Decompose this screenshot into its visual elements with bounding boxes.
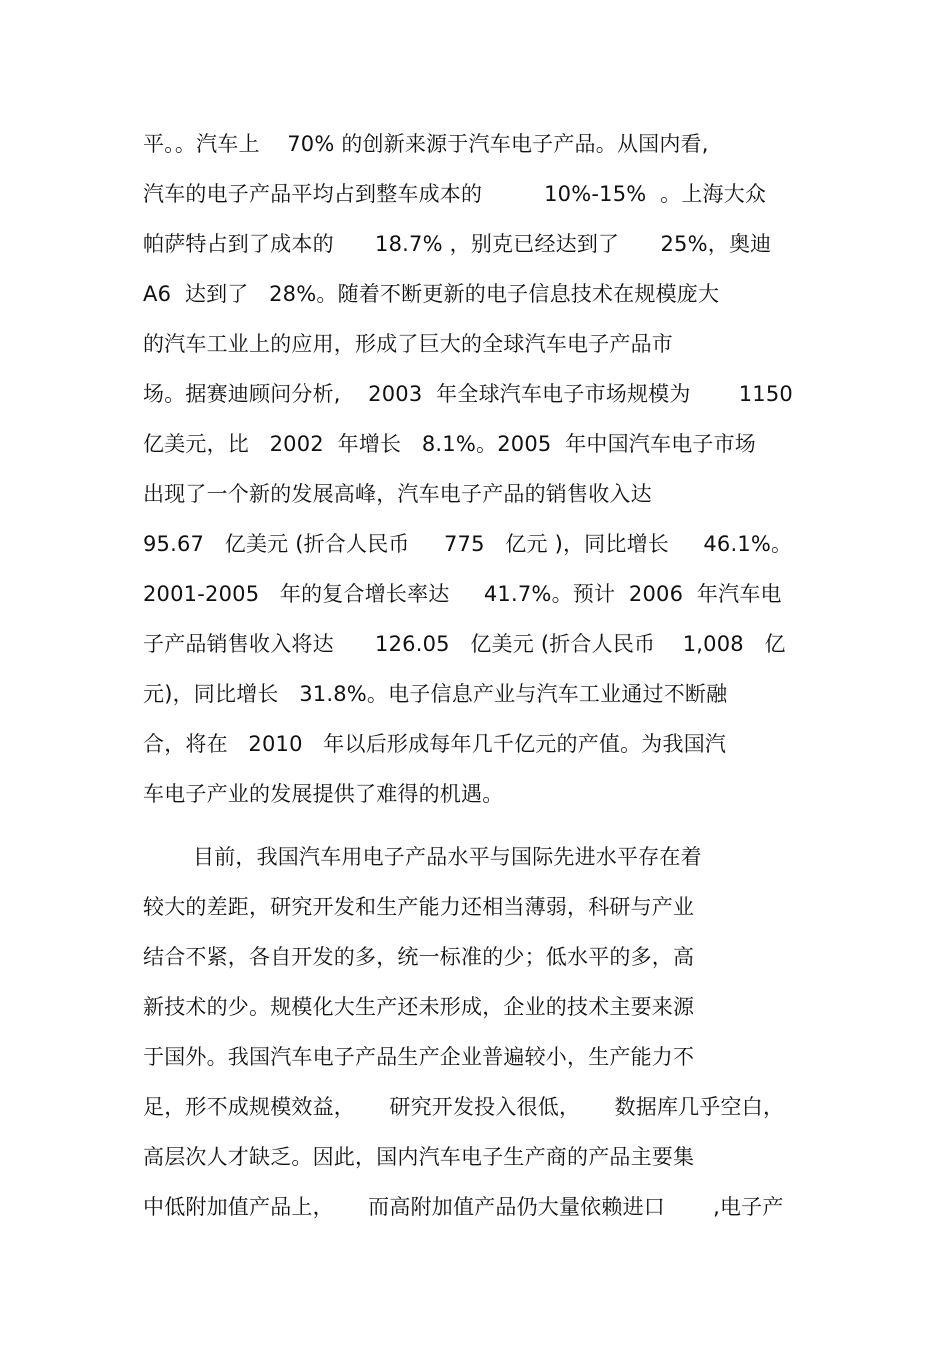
text-line: 高层次人才缺乏。因此，国内汽车电子生产商的产品主要集	[143, 1145, 695, 1169]
text-line: 出现了一个新的发展高峰，汽车电子产品的销售收入达	[143, 482, 652, 506]
text-line: 的汽车工业上的应用，形成了巨大的全球汽车电子产品市	[143, 332, 673, 356]
text-line: 95.67 亿美元 (折合人民币 775 亿元 )，同比增长 46.1%。	[143, 532, 793, 556]
text-line: 元)，同比增长 31.8%。电子信息产业与汽车工业通过不断融	[143, 682, 728, 706]
text-line: A6 达到了 28%。随着不断更新的电子信息技术在规模庞大	[143, 282, 720, 306]
text-line: 车电子产业的发展提供了难得的机遇。	[143, 782, 504, 806]
text-line: 结合不紧，各自开发的多，统一标准的少；低水平的多，高	[143, 945, 695, 969]
text-line: 2001-2005 年的复合增长率达 41.7%。预计 2006 年汽车电	[143, 582, 782, 606]
text-line: 合，将在 2010 年以后形成每年几千亿元的产值。为我国汽	[143, 732, 727, 756]
text-line: 场。据赛迪顾问分析, 2003 年全球汽车电子市场规模为 1150	[143, 382, 793, 406]
text-line: 足，形不成规模效益， 研究开发投入很低， 数据库几乎空白，	[143, 1095, 785, 1119]
text-line: 于国外。我国汽车电子产品生产企业普遍较小，生产能力不	[143, 1045, 695, 1069]
text-line: 平。。汽车上 70% 的创新来源于汽车电子产品。从国内看,	[143, 132, 709, 156]
text-line: 亿美元，比 2002 年增长 8.1%。2005 年中国汽车电子市场	[143, 432, 756, 456]
text-line: 较大的差距，研究开发和生产能力还相当薄弱，科研与产业	[143, 895, 695, 919]
text-line: 中低附加值产品上， 而高附加值产品仍大量依赖进口 ,电子产	[143, 1195, 784, 1219]
text-line: 目前，我国汽车用电子产品水平与国际先进水平存在着	[193, 845, 702, 869]
text-line: 子产品销售收入将达 126.05 亿美元 (折合人民币 1,008 亿	[143, 632, 786, 656]
text-line: 汽车的电子产品平均占到整车成本的 10%-15% 。上海大众	[143, 182, 767, 206]
text-line: 新技术的少。规模化大生产还未形成，企业的技术主要来源	[143, 995, 695, 1019]
text-line: 帕萨特占到了成本的 18.7% ，别克已经达到了 25%，奥迪	[143, 232, 772, 256]
